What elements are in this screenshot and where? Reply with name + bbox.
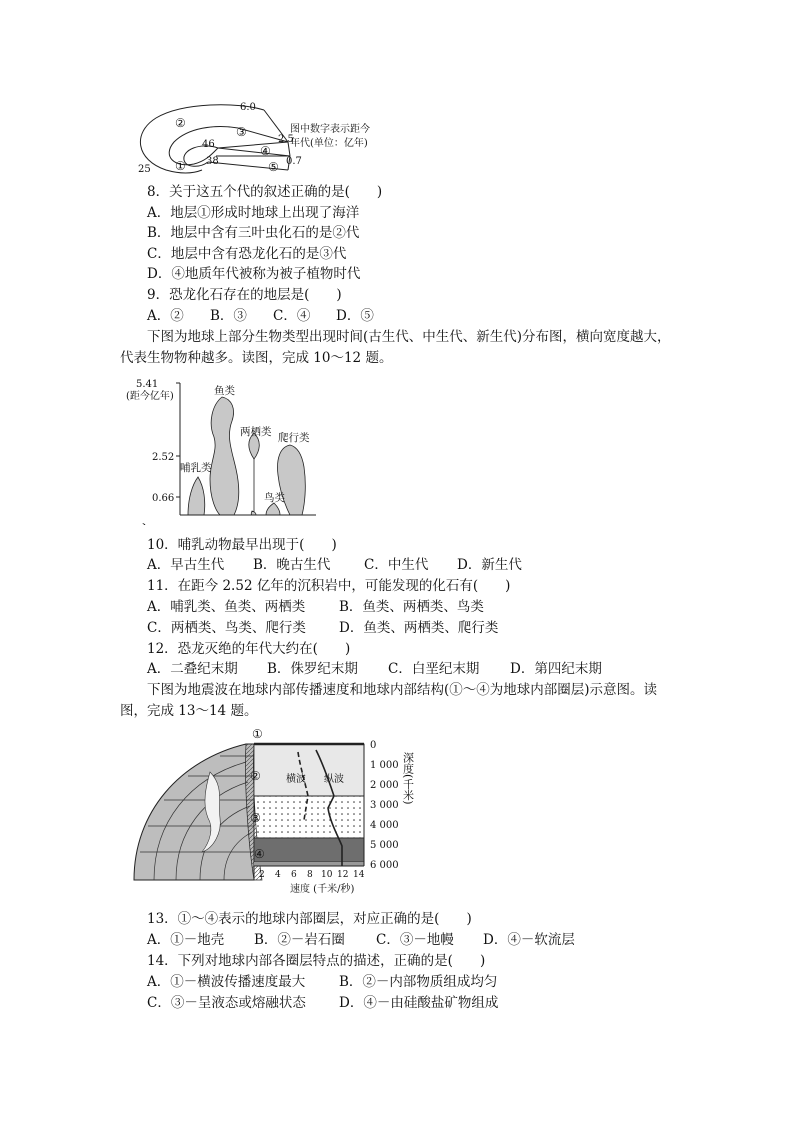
inner-core-region bbox=[254, 838, 364, 862]
mantle-region bbox=[254, 744, 364, 796]
globe-surface bbox=[134, 744, 254, 880]
y-tick-0.66: 0.66 bbox=[152, 493, 175, 504]
speed-tick-14: 14 bbox=[353, 870, 365, 880]
speed-tick-8: 8 bbox=[307, 870, 313, 880]
question-13-option-c[interactable]: C．③－地幔 bbox=[376, 932, 454, 948]
question-11-option-b[interactable]: B．鱼类、两栖类、鸟类 bbox=[339, 599, 484, 615]
outer-core-region bbox=[254, 796, 364, 838]
question-13-option-d[interactable]: D．④－软流层 bbox=[483, 932, 575, 948]
question-14-option-d[interactable]: D．④－由硅酸盐矿物组成 bbox=[339, 995, 499, 1011]
question-10-option-d[interactable]: D．新生代 bbox=[457, 557, 522, 573]
question-12-option-a[interactable]: A．二叠纪末期 bbox=[147, 661, 238, 677]
layer-3-marker: ③ bbox=[250, 811, 261, 825]
s-wave-label: 横波 bbox=[286, 774, 306, 785]
age-38-label: 38 bbox=[206, 156, 219, 167]
y-tick-5.41: 5.41 bbox=[136, 379, 159, 390]
question-12-option-b[interactable]: B．侏罗纪末期 bbox=[267, 661, 358, 677]
layer-3-label: ③ bbox=[236, 125, 247, 139]
figure-note-line1: 图中数字表示距今 bbox=[290, 124, 370, 135]
question-13-option-a[interactable]: A．①－地壳 bbox=[147, 932, 225, 948]
fish-label: 鱼类 bbox=[214, 385, 235, 397]
depth-tick-1000: 1 000 bbox=[370, 760, 399, 771]
mammal-label: 哺乳类 bbox=[180, 462, 212, 474]
fish-shape bbox=[210, 397, 239, 515]
layer-2-label: ② bbox=[175, 116, 186, 130]
y-axis-unit: (距今亿年) bbox=[126, 391, 174, 402]
question-11-option-c[interactable]: C．两栖类、鸟类、爬行类 bbox=[147, 620, 306, 636]
question-10-option-c[interactable]: C．中生代 bbox=[364, 557, 429, 573]
question-11-option-d[interactable]: D．鱼类、两栖类、爬行类 bbox=[339, 620, 499, 636]
stray-mark: 、 bbox=[142, 514, 155, 525]
age-0.7-label: 0.7 bbox=[286, 156, 302, 167]
layer-2-marker: ② bbox=[250, 769, 261, 783]
intro-10-12-line1: 下图为地球上部分生物类型出现时间(古生代、中生代、新生代)分布图，横向宽度越大， bbox=[147, 329, 671, 345]
layer-1-marker: ① bbox=[252, 727, 263, 741]
question-8-option-a[interactable]: A．地层①形成时地球上出现了海洋 bbox=[147, 205, 360, 221]
speed-tick-4: 4 bbox=[275, 870, 281, 880]
question-11-stem: 11．在距今 2.52 亿年的沉积岩中，可能发现的化石有( ) bbox=[147, 578, 511, 594]
earth-interior-figure bbox=[130, 722, 430, 904]
question-9-option-d[interactable]: D．⑤ bbox=[336, 308, 374, 324]
layer-4-marker: ④ bbox=[254, 847, 265, 861]
question-12-option-c[interactable]: C．白垩纪末期 bbox=[388, 661, 480, 677]
age-25-label: 25 bbox=[138, 164, 151, 175]
depth-axis-label: 深度(千米) bbox=[401, 752, 415, 805]
question-12-option-d[interactable]: D．第四纪末期 bbox=[510, 661, 602, 677]
question-14-option-c[interactable]: C．③－呈液态或熔融状态 bbox=[147, 995, 306, 1011]
depth-tick-0: 0 bbox=[370, 740, 377, 751]
depth-tick-4000: 4 000 bbox=[370, 820, 399, 831]
depth-tick-6000: 6 000 bbox=[370, 860, 399, 871]
depth-tick-2000: 2 000 bbox=[370, 780, 399, 791]
question-14-option-a[interactable]: A．①－横波传播速度最大 bbox=[147, 974, 306, 990]
layer-5-label: ⑤ bbox=[268, 160, 279, 174]
age-2.5-label: 2.5 bbox=[278, 134, 294, 145]
core-bottom bbox=[254, 862, 364, 866]
reptile-shape bbox=[278, 445, 306, 515]
intro-10-12-line2: 代表生物物种越多。读图，完成 10～12 题。 bbox=[120, 350, 393, 366]
speed-tick-6: 6 bbox=[291, 870, 297, 880]
geologic-era-spiral-figure bbox=[128, 98, 398, 180]
amphibian-base bbox=[251, 511, 256, 515]
figure-note-line2: 年代(单位：亿年) bbox=[290, 138, 368, 149]
layer-1-label: ① bbox=[175, 159, 186, 173]
question-8-stem: 8．关于这五个代的叙述正确的是( ) bbox=[147, 184, 383, 200]
bird-shape bbox=[266, 503, 280, 515]
y-tick-2.52: 2.52 bbox=[152, 452, 175, 463]
p-wave-label: 纵波 bbox=[324, 774, 344, 785]
question-9-option-a[interactable]: A．② bbox=[147, 308, 184, 324]
question-12-stem: 12．恐龙灭绝的年代大约在( ) bbox=[147, 641, 351, 657]
intro-13-14-line2: 图，完成 13～14 题。 bbox=[120, 703, 258, 719]
question-14-option-b[interactable]: B．②－内部物质组成均匀 bbox=[339, 974, 498, 990]
depth-tick-5000: 5 000 bbox=[370, 840, 399, 851]
speed-tick-10: 10 bbox=[321, 870, 333, 880]
question-10-option-b[interactable]: B．晚古生代 bbox=[253, 557, 331, 573]
speed-tick-2: 2 bbox=[259, 870, 265, 880]
layer-4-label: ④ bbox=[260, 144, 271, 158]
mammal-shape bbox=[188, 477, 205, 515]
question-8-option-d[interactable]: D．④地质年代被称为被子植物时代 bbox=[147, 266, 361, 282]
reptile-label: 爬行类 bbox=[278, 432, 310, 444]
speed-axis-label: 速度 (千米/秒) bbox=[290, 884, 355, 895]
question-8-option-b[interactable]: B．地层中含有三叶虫化石的是②代 bbox=[147, 225, 360, 241]
question-11-option-a[interactable]: A．哺乳类、鱼类、两栖类 bbox=[147, 599, 306, 615]
question-10-stem: 10．哺乳动物最早出现于( ) bbox=[147, 537, 337, 553]
question-8-option-c[interactable]: C．地层中含有恐龙化石的是③代 bbox=[147, 246, 347, 262]
intro-13-14-line1: 下图为地震波在地球内部传播速度和地球内部结构(①～④为地球内部圈层)示意图。读 bbox=[147, 682, 658, 698]
bird-label: 鸟类 bbox=[264, 492, 285, 504]
age-46-label: 46 bbox=[202, 139, 215, 150]
depth-tick-3000: 3 000 bbox=[370, 800, 399, 811]
question-9-option-b[interactable]: B．③ bbox=[210, 308, 247, 324]
question-10-option-a[interactable]: A．早古生代 bbox=[147, 557, 225, 573]
question-9-option-c[interactable]: C．④ bbox=[273, 308, 311, 324]
question-14-stem: 14．下列对地球内部各圈层特点的描述，正确的是( ) bbox=[147, 953, 486, 969]
biota-appearance-figure bbox=[120, 375, 320, 525]
question-13-option-b[interactable]: B．②－岩石圈 bbox=[254, 932, 345, 948]
question-9-stem: 9．恐龙化石存在的地层是( ) bbox=[147, 287, 342, 303]
amphibian-label: 两栖类 bbox=[240, 426, 272, 438]
question-13-stem: 13．①～④表示的地球内部圈层，对应正确的是( ) bbox=[147, 911, 472, 927]
speed-tick-12: 12 bbox=[337, 870, 349, 880]
age-6.0-label: 6.0 bbox=[240, 102, 256, 113]
